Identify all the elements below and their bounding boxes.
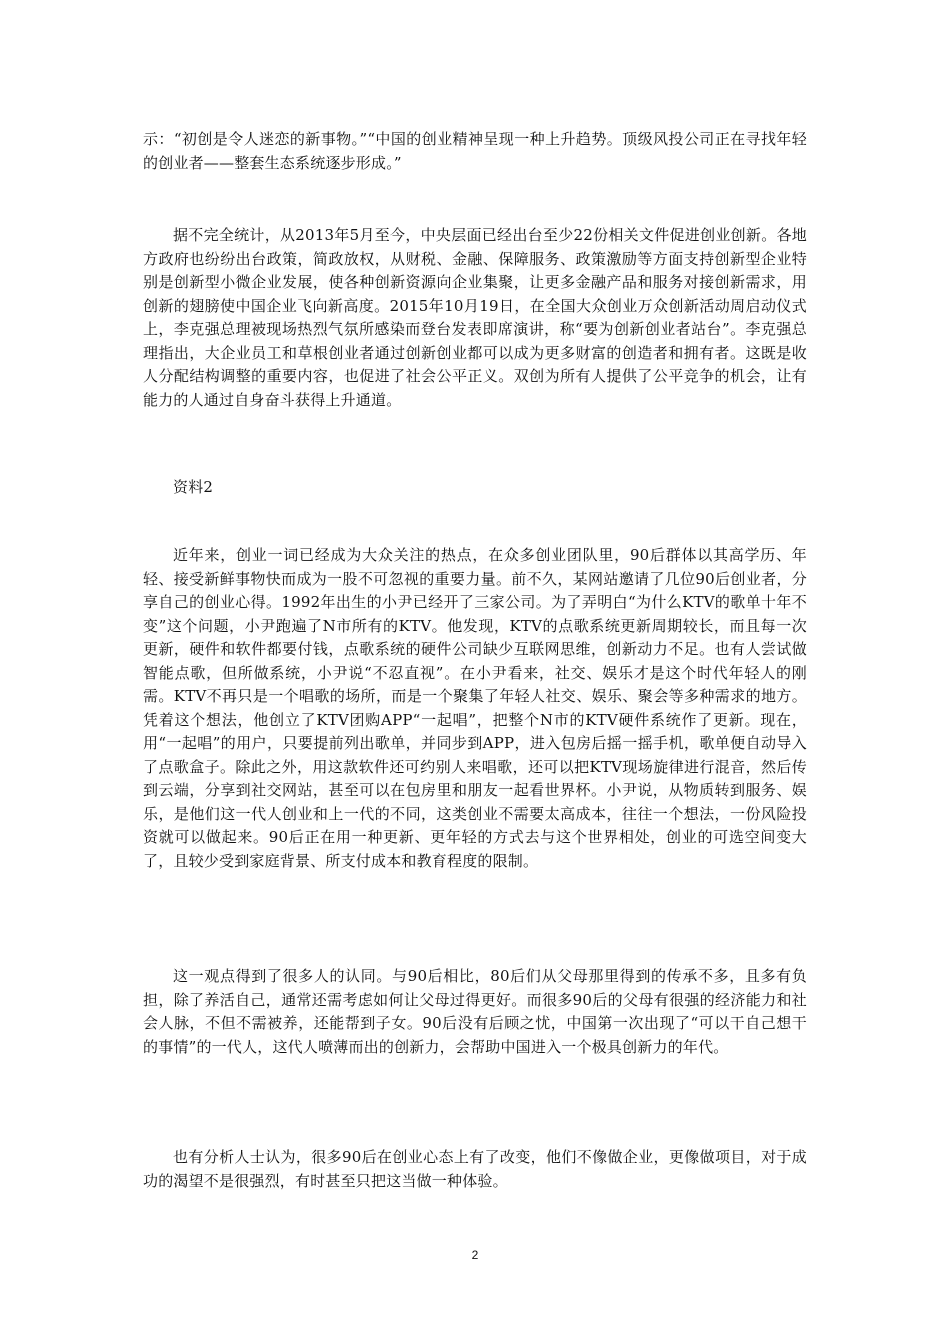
paragraph-generation-comparison: 这一观点得到了很多人的认同。与90后相比，80后们从父母那里得到的传承不多，且多有负担，除了养活自己，通常还需考虑如何让父母过得更好。而很多90后的父母有很强的经济能力和社会人脉，不但不需被养，还能帮到子女。90后没有后顾之忧，中国第一次出现了“可以干自己想干的事情”的一代人，这代人喷薄而出的创新力，会帮助中国进入一个极具创新力的年代。 bbox=[143, 967, 807, 1056]
page-number: 2 bbox=[471, 1248, 479, 1262]
section-heading-material-2: 资料2 bbox=[173, 478, 214, 496]
paragraph-analyst-view: 也有分析人士认为，很多90后在创业心态上有了改变，他们不像做企业，更像做项目，对于成功的渴望不是很强烈，有时甚至只把这当做一种体验。 bbox=[143, 1148, 807, 1190]
paragraph-policy-statistics: 据不完全统计，从2013年5月至今，中央层面已经出台至少22份相关文件促进创业创新。各地方政府也纷纷出台政策，简政放权，从财税、金融、保障服务、政策激励等方面支持创新型企业特别是创新型小微企业发展，使各种创新资源向企业集聚，让更多金融产品和服务对接创新需求，用创新的翅膀使中国企业飞向新高度。2015年10月19日，在全国大众创业万众创新活动周启动仪式上，李克强总理被现场热烈气氛所感染而登台发表即席演讲，称“要为创新创业者站台”。李克强总理指出，大企业员工和草根创业者通过创新创业都可以成为更多财富的创造者和拥有者。这既是收人分配结构调整的重要内容，也促进了社会公平正义。双创为所有人提供了公平竞争的机会，让有能力的人通过自身奋斗获得上升通道。 bbox=[143, 226, 807, 409]
paragraph-post90-entrepreneurs: 近年来，创业一词已经成为大众关注的热点，在众多创业团队里，90后群体以其高学历、年轻、接受新鲜事物快而成为一股不可忽视的重要力量。前不久，某网站邀请了几位90后创业者，分享自己的创业心得。1992年出生的小尹已经开了三家公司。为了弄明白“为什么KTV的歌单十年不变”这个问题，小尹跑遍了N市所有的KTV。他发现，KTV的点歌系统更新周期较长，而且每一次更新，硬件和软件都要付钱，点歌系统的硬件公司缺少互联网思维，创新动力不足。也有人尝试做智能点歌，但所做系统，小尹说“不忍直视”。在小尹看来，社交、娱乐才是这个时代年轻人的刚需。KTV不再只是一个唱歌的场所，而是一个聚集了年轻人社交、娱乐、聚会等多种需求的地方。凭着这个想法，他创立了KTV团购APP“一起唱”，把整个N市的KTV硬件系统作了更新。现在，用“一起唱”的用户，只要提前列出歌单，并同步到APP，进入包房后摇一摇手机，歌单便自动导入了点歌盒子。除此之外，用这款软件还可约别人来唱歌，还可以把KTV现场旋律进行混音，然后传到云端，分享到社交网站，甚至可以在包房里和朋友一起看世界杯。小尹说，从物质转到服务、娱乐，是他们这一代人创业和上一代的不同，这类创业不需要太高成本，往往一个想法，一份风险投资就可以做起来。90后正在用一种更新、更年轻的方式去与这个世界相处，创业的可选空间变大了，且较少受到家庭背景、所支付成本和教育程度的限制。 bbox=[143, 546, 807, 870]
paragraph-quote-continuation: 示：“初创是令人迷恋的新事物。”“中国的创业精神呈现一种上升趋势。顶级风投公司正在寻找年轻的创业者——整套生态系统逐步形成。” bbox=[143, 130, 807, 172]
